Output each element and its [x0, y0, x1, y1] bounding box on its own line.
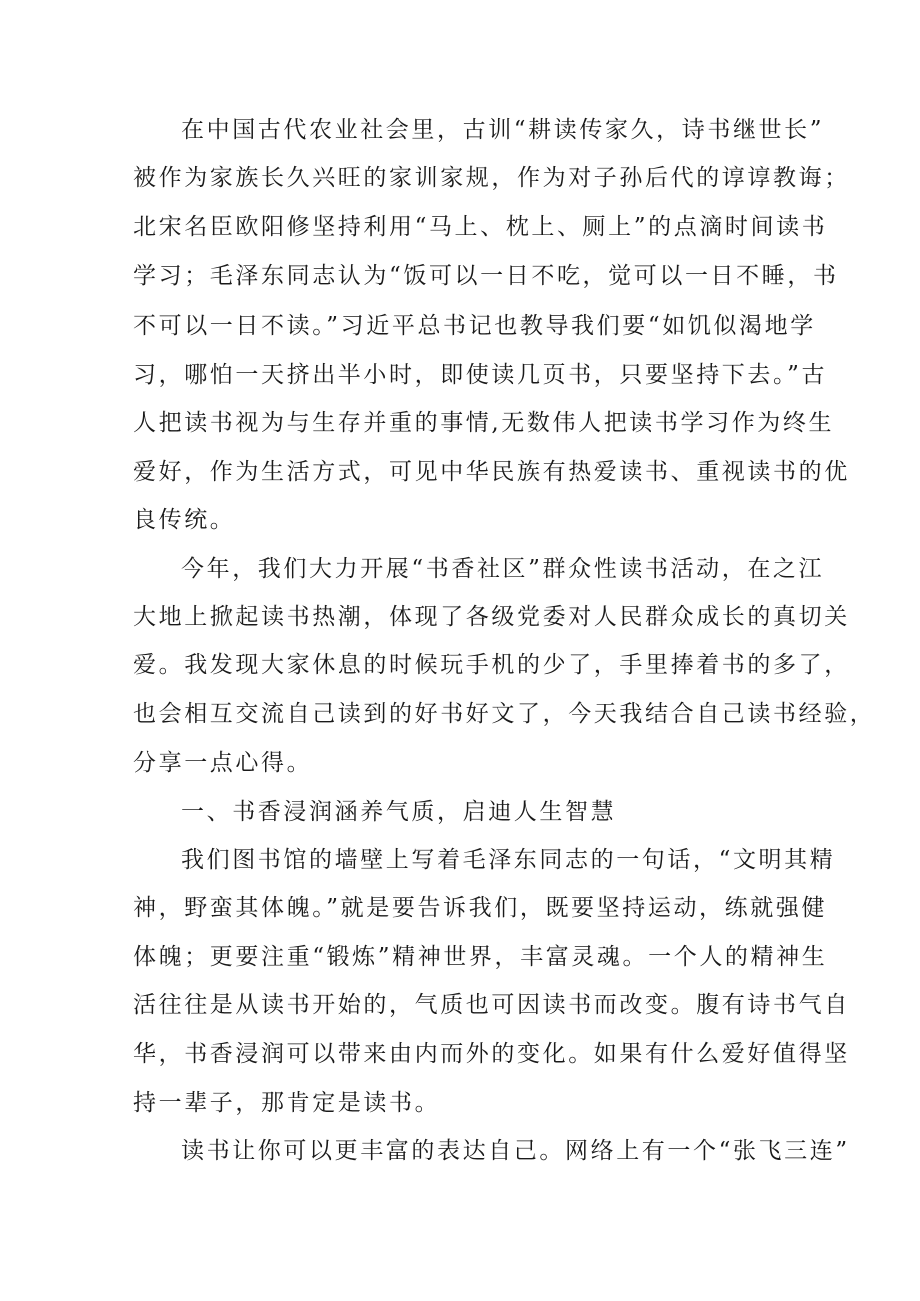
paragraph-2-line-3: 爱。我发现大家休息的时候玩手机的少了，手里捧着书的多了， — [133, 652, 850, 678]
paragraph-3-line-2: 神，野蛮其体魄。”就是要告诉我们，既要坚持运动，练就强健 — [133, 895, 828, 921]
section-heading-1: 一、书香浸润涵养气质，启迪人生智慧 — [181, 799, 617, 825]
paragraph-3-line-5: 华，书香浸润可以带来由内而外的变化。如果有什么爱好值得坚 — [133, 1041, 850, 1067]
paragraph-3-line-6: 持一辈子，那肯定是读书。 — [133, 1090, 441, 1116]
paragraph-2-line-4: 也会相互交流自己读到的好书好文了，今天我结合自己读书经验， — [133, 701, 876, 727]
paragraph-1-line-9: 良传统。 — [133, 507, 236, 533]
paragraph-1-line-8: 爱好，作为生活方式，可见中华民族有热爱读书、重视读书的优 — [133, 459, 850, 485]
paragraph-3-line-1: 我们图书馆的墙壁上写着毛泽东同志的一句话，“文明其精 — [181, 847, 836, 873]
paragraph-2-line-5: 分享一点心得。 — [133, 750, 313, 776]
paragraph-1-line-7: 人把读书视为与生存并重的事情,无数伟人把读书学习作为终生 — [133, 410, 835, 436]
paragraph-1-line-2: 被作为家族长久兴旺的家训家规，作为对子孙后代的谆谆教诲； — [133, 165, 850, 191]
paragraph-1-line-3: 北宋名臣欧阳修坚持利用“马上、枕上、厕上”的点滴时间读书 — [133, 214, 828, 240]
paragraph-1-line-5: 不可以一日不读。”习近平总书记也教导我们要“如饥似渴地学 — [133, 313, 816, 339]
paragraph-1-line-4: 学习；毛泽东同志认为“饭可以一日不吃，觉可以一日不睡，书 — [133, 263, 839, 289]
paragraph-3-line-3: 体魄；更要注重“锻炼”精神世界，丰富灵魂。一个人的精神生 — [133, 944, 828, 970]
paragraph-2-line-2: 大地上掀起读书热潮，体现了各级党委对人民群众成长的真切关 — [133, 604, 850, 630]
paragraph-1-line-6: 习，哪怕一天挤出半小时，即使读几页书，只要坚持下去。”古 — [133, 362, 828, 388]
paragraph-2-line-1: 今年，我们大力开展“书香社区”群众性读书活动，在之江 — [181, 556, 825, 582]
paragraph-4-line-1: 读书让你可以更丰富的表达自己。网络上有一个“张飞三连” — [181, 1138, 850, 1164]
paragraph-3-line-4: 活往往是从读书开始的，气质也可因读书而改变。腹有诗书气自 — [133, 992, 850, 1018]
paragraph-1-line-1: 在中国古代农业社会里，古训“耕读传家久，诗书继世长” — [181, 117, 825, 143]
